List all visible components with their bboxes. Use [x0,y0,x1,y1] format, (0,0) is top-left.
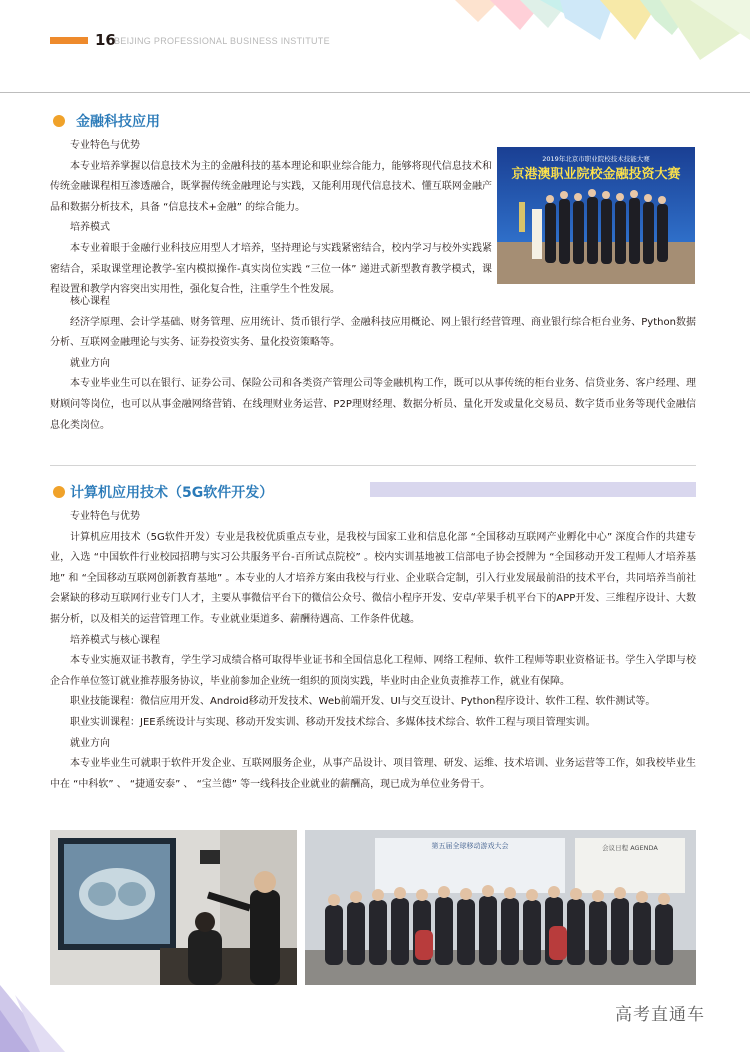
subheading-mode: 培养模式 [70,222,110,234]
subheading-career: 就业方向 [70,737,110,749]
board-agenda-text: 会议日程 AGENDA [602,844,658,852]
group-event-photo [305,830,696,985]
section-body-fintech-top [50,136,492,301]
paragraph-career: 本专业毕业生可以在银行、证券公司、保险公司和各类资产管理公司等金融机构工作，既可以从事传统的柜台业务、信贷业务、客户经理、理财顾问等岗位，也可以从事金融网络营销、在线理财业务运营、P2P理财经理、数据分析员、量化开发或量化交易员、数字货币业务等现代金融信息化类岗位。 [50,378,696,431]
paragraph-mode: 本专业实施双证书教育，学生学习成绩合格可取得毕业证书和全国信息化工程师、网络工程师、软件工程师等职业资格证书。学生入学即与校企合作单位签订就业推荐服务协议，毕业前参加企业统一组织的顶岗实践，毕业时由企业负责推荐工作，就业有保障。 [50,655,696,687]
banner-small-text: 2019年北京市职业院校技术技能大赛 [542,155,650,163]
competition-photo [497,147,695,284]
subheading-courses: 核心课程 [70,296,110,307]
section-title-fintech: 金融科技应用 [76,114,160,130]
section-title-computer: 计算机应用技术（5G软件开发） [70,485,274,501]
section-body-fintech-bottom [50,292,696,436]
subheading-career: 就业方向 [70,357,110,369]
page-number: 16 [95,31,116,49]
paragraph-mode: 本专业着眼于金融行业科技应用型人才培养，坚持理论与实践紧密结合，校内学习与校外实践紧密结合，采取课堂理论教学-室内模拟操作-真实岗位实践 “三位一体” 递进式新型教育教学模式，课程设置和教学内容突出实用性，强化复合性，注重学生个性发展。 [50,242,492,296]
paragraph-career: 本专业毕业生可就职于软件开发企业、互联网服务企业，从事产品设计、项目管理、研发、运维、技术培训、业务运营等工作，如我校毕业生中在 “中科软” 、 “捷通安泰” 、 “宝兰德” 等一线科技企业就业的薪酬高，现已成为单位业务骨干。 [50,758,696,790]
board-title-text: 第五届全球移动游戏大会 [431,842,509,850]
watermark: 高考直通车 [615,1005,705,1025]
subheading-mode: 培养模式与核心课程 [70,634,160,646]
paragraph-skills: 职业技能课程：微信应用开发、Android移动开发技术、Web前端开发、UI与交互设计、Python程序设计、软件工程、软件测试等。 [70,696,656,708]
header-accent-bar [50,37,88,44]
subheading-features: 专业特色与优势 [70,140,140,151]
header-divider [0,92,750,93]
institute-name: BEIJING PROFESSIONAL BUSINESS INSTITUTE [114,36,330,46]
section-bullet-icon [53,486,65,498]
section-divider [50,465,696,466]
section-title-band [370,482,696,497]
banner-large-text: 京港澳职业院校金融投资大赛 [511,167,681,182]
section-body-computer [50,507,696,795]
paragraph-features: 本专业培养掌握以信息技术为主的金融科技的基本理论和职业综合能力，能够将现代信息技术和传统金融课程相互渗透融合，既掌握传统金融理论与实践，又能利用现代信息技术、懂互联网金融产品和数据分析技术，具备 “信息技术+金融” 的综合能力。 [50,160,492,213]
subheading-features: 专业特色与优势 [70,511,140,522]
paragraph-courses: 经济学原理、会计学基础、财务管理、应用统计、货币银行学、金融科技应用概论、网上银行经营管理、商业银行综合柜台业务、Python数据分析、互联网金融理论与实务、证券投资实务、量化投资策略等。 [50,316,696,349]
paragraph-practice: 职业实训课程：JEE系统设计与实现、移动开发实训、移动开发技术综合、多媒体技术综合、软件工程与项目管理实训。 [70,716,596,728]
vr-classroom-photo [50,830,297,985]
paragraph-features: 计算机应用技术（5G软件开发）专业是我校优质重点专业，是我校与国家工业和信息化部 “全国移动互联网产业孵化中心” 深度合作的共建专业，入选 “中国软件行业校园招聘与实习公共服务平台-百所试点院校” 。校内实训基地被工信部电子协会授牌为 “全国移动开发工程师人才培养基地” 和 “全国移动互联网创新教育基地” 。本专业的人才培养方案由我校与行业、企业联合定制，引入行业发展最前沿的技术平台，共同培养当前社会紧缺的移动互联网行业专门人才，主要从事微信平台下的微信公众号、微信小程序开发、安卓/苹果手机平台下的APP开发、三维程序设计、大数据分析，以及相关的运营管理工作。专业就业渠道多、薪酬待遇高、工作条件优越。 [50,531,696,625]
section-bullet-icon [53,115,65,127]
